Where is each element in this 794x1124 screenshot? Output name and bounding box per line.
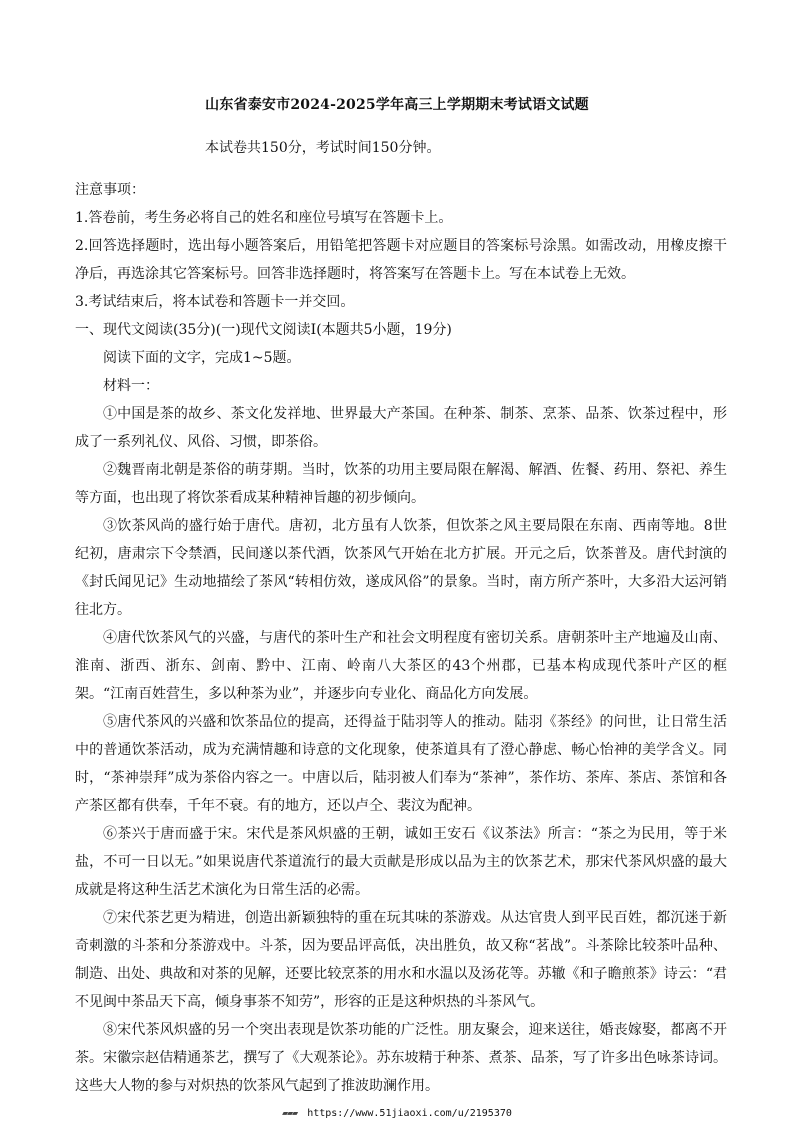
notice-heading: 注意事项： (75, 182, 145, 198)
paragraph: ⑧宋代茶风炽盛的另一个突出表现是饮茶功能的广泛性。朋友聚会，迎来送往，婚丧嫁娶，都离不开茶。宋徽宗赵佶精通茶艺，撰写了《大观茶论》。苏东坡精于种茶、煮茶、品茶，写了许多出色咏茶诗词。这些大人物的参与对炽热的饮茶风气起到了推波助澜作用。 (75, 1022, 727, 1094)
paragraph: ②魏晋南北朝是茶俗的萌芽期。当时，饮茶的功用主要局限在解渴、解酒、佐餐、药用、祭祀、养生等方面，也出现了将饮茶看成某种精神旨趣的初步倾向。 (75, 462, 727, 506)
reading-instruction: 阅读下面的文字，完成1~5题。 (103, 350, 301, 366)
notice-item: 3.考试结束后，将本试卷和答题卡一并交回。 (75, 294, 355, 310)
paragraph: ⑦宋代茶艺更为精进，创造出新颖独特的重在玩其味的茶游戏。从达官贵人到平民百姓，都沉迷于新奇刺激的斗茶和分茶游戏中。斗茶，因为要品评高低，决出胜负，故又称“茗战”。斗茶除比较茶叶品种、制造、出处、典故和对茶的见解，还要比较烹茶的用水和水温以及汤花等。苏辙《和子瞻煎茶》诗云：“君不见闽中茶品天下高，倾身事茶不知劳”，形容的正是这种炽热的斗茶风气。 (75, 910, 727, 1010)
page-footer (0, 1108, 794, 1119)
footer-logo-mark: ▰▰▰ (282, 1108, 298, 1119)
notice-item: 1.答卷前，考生务必将自己的姓名和座位号填写在答题卡上。 (75, 210, 453, 226)
exam-info: 本试卷共150分，考试时间150分钟。 (205, 140, 441, 156)
paragraph: ④唐代饮茶风气的兴盛，与唐代的茶叶生产和社会文明程度有密切关系。唐朝茶叶主产地遍及山南、淮南、浙西、浙东、剑南、黔中、江南、岭南八大茶区的43个州郡，已基本构成现代茶叶产区的框架。“江南百姓营生，多以种茶为业”，并逐步向专业化、商品化方向发展。 (75, 630, 727, 702)
footer-link[interactable]: https://www.51jiaoxi.com/u/2195370 (307, 1108, 512, 1119)
notice-item: 2.回答选择题时，选出每小题答案后，用铅笔把答题卡对应题目的答案标号涂黑。如需改动，用橡皮擦干净后，再选涂其它答案标号。回答非选择题时，将答案写在答题卡上。写在本试卷上无效。 (75, 238, 727, 282)
paragraph: ①中国是茶的故乡、茶文化发祥地、世界最大产茶国。在种茶、制茶、烹茶、品茶、饮茶过程中，形成了一系列礼仪、风俗、习惯，即茶俗。 (75, 406, 727, 450)
document-body (75, 176, 727, 1100)
paragraph: ⑤唐代茶风的兴盛和饮茶品位的提高，还得益于陆羽等人的推动。陆羽《茶经》的问世，让日常生活中的普通饮茶活动，成为充满情趣和诗意的文化现象，使茶道具有了澄心静虑、畅心怡神的美学含义。同时，“茶神崇拜”成为茶俗内容之一。中唐以后，陆羽被人们奉为“茶神”，茶作坊、茶库、茶店、茶馆和各产茶区都有供奉，千年不衰。有的地方，还以卢仝、裴汶为配神。 (75, 714, 727, 814)
paragraph: ③饮茶风尚的盛行始于唐代。唐初，北方虽有人饮茶，但饮茶之风主要局限在东南、西南等地。8世纪初，唐肃宗下令禁酒，民间遂以茶代酒，饮茶风气开始在北方扩展。开元之后，饮茶普及。唐代封演的《封氏闻见记》生动地描绘了茶风“转相仿效，遂成风俗”的景象。当时，南方所产茶叶，大多沿大运河销往北方。 (75, 518, 727, 618)
material-label: 材料一： (103, 378, 159, 394)
section-heading: 一、现代文阅读(35分)(一)现代文阅读Ⅰ(本题共5小题，19分) (75, 322, 452, 338)
page-title: 山东省泰安市2024-2025学年高三上学期期末考试语文试题 (205, 97, 589, 113)
paragraph: ⑥茶兴于唐而盛于宋。宋代是茶风炽盛的王朝，诚如王安石《议茶法》所言：“茶之为民用，等于米盐，不可一日以无。”如果说唐代茶道流行的最大贡献是形成以品为主的饮茶艺术，那宋代茶风炽盛的最大成就是将这种生活艺术演化为日常生活的必需。 (75, 826, 727, 898)
